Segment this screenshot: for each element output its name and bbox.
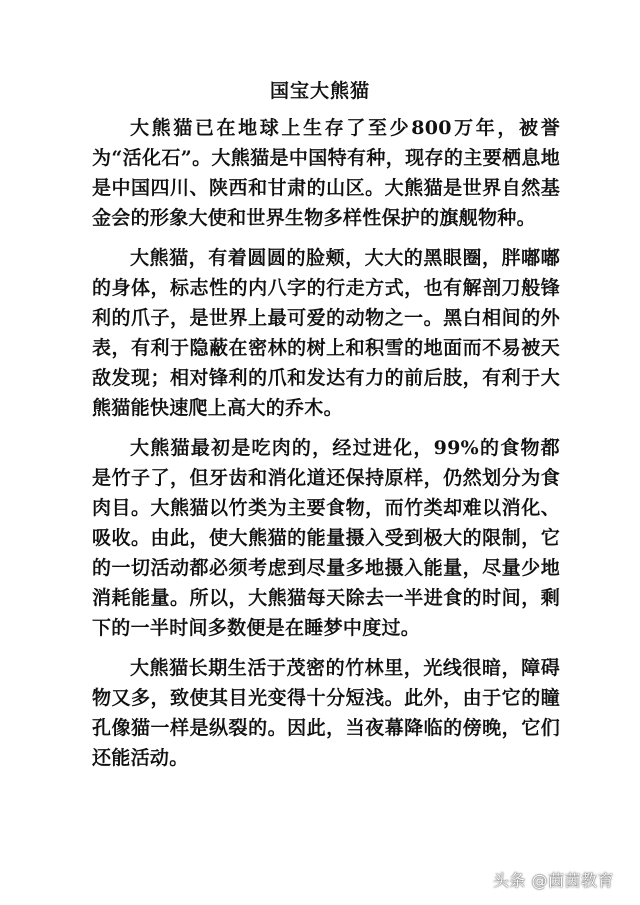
document-title: 国宝大熊猫 bbox=[269, 80, 370, 102]
paragraph-3: 大熊猫最初是吃肉的，经过进化，99%的食物都是竹子了，但牙齿和消化道还保持原样，仍然划分为食肉目。大熊猫以竹类为主要食物，而竹类却难以消化、吸收。由此，使大熊猫的能量摄入受到极大的限制，它的一切活动都必须考虑到尽量多地摄入能量，尽量少地消耗能量。所以，大熊猫每天除去一半进食的时间，剩下的一半时间多数便是在睡梦中度过。 bbox=[92, 437, 560, 639]
paragraph-2: 大熊猫，有着圆圆的脸颊，大大的黑眼圈，胖嘟嘟的身体，标志性的内八字的行走方式，也有解剖刀般锋利的爪子，是世界上最可爱的动物之一。黑白相间的外表，有利于隐蔽在密林的树上和积雪的地面而不易被天敌发现；相对锋利的爪和发达有力的前后肢，有利于大熊猫能快速爬上高大的乔木。 bbox=[92, 247, 560, 419]
paragraph-1: 大熊猫已在地球上生存了至少800万年，被誉为“活化石”。大熊猫是中国特有种，现存的主要栖息地是中国四川、陕西和甘肃的山区。大熊猫是世界自然基金会的形象大使和世界生物多样性保护的旗舰物种。 bbox=[92, 117, 560, 229]
article-body bbox=[92, 113, 560, 773]
paragraph-4: 大熊猫长期生活于茂密的竹林里，光线很暗，障碍物又多，致使其目光变得十分短浅。此外，由于它的瞳孔像猫一样是纵裂的。因此，当夜幕降临的傍晚，它们还能活动。 bbox=[92, 657, 560, 769]
watermark: 头条 @茵茵教育 bbox=[492, 871, 614, 890]
